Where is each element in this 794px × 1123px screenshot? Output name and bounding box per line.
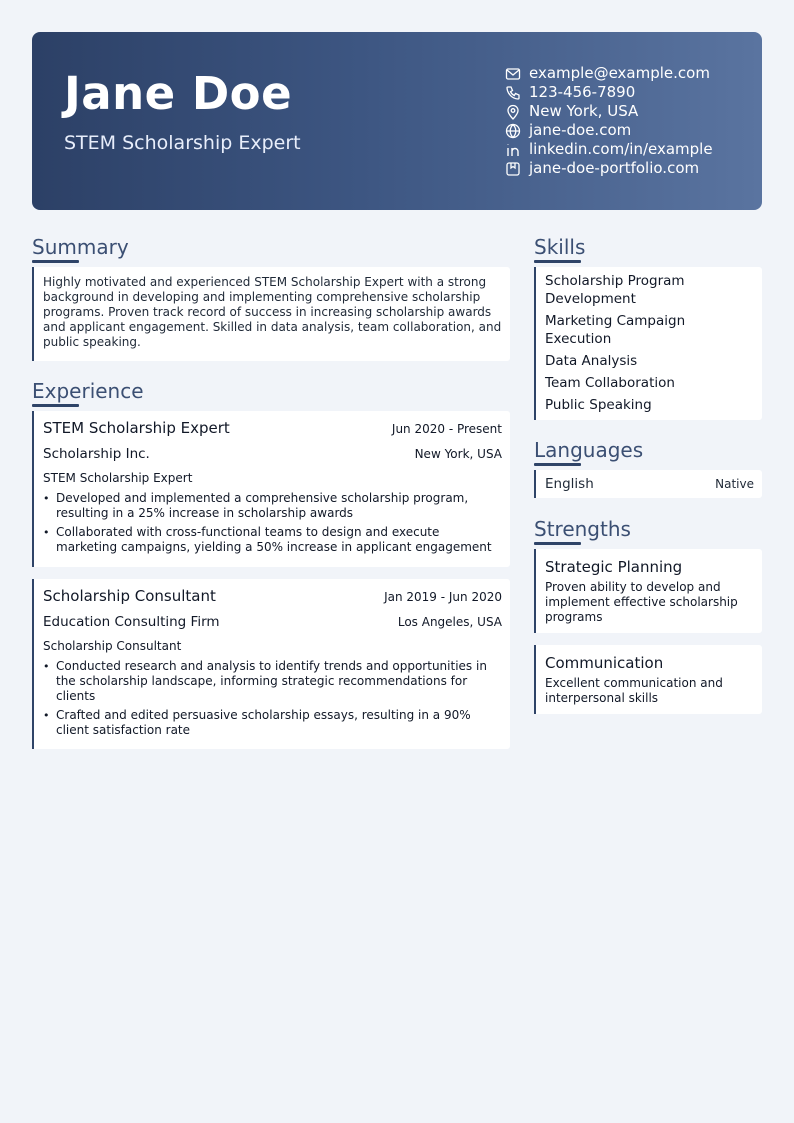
skill-item: Team Collaboration [545,375,675,391]
job-bullet: • Collaborated with cross-functional teams to design and execute marketing campaigns, yielding a 50% increase in applicant engagement [43,525,502,555]
job-location: Los Angeles, USA [397,615,502,629]
contact-portfolio-text: jane-doe-portfolio.com [529,159,700,177]
skills-card [534,267,762,420]
contact-website[interactable] [504,121,713,140]
contact-website-text: jane-doe.com [529,121,632,139]
contact-location [504,102,713,121]
candidate-role: STEM Scholarship Expert [64,132,301,154]
portfolio-icon [504,160,522,178]
contact-phone-text: 123-456-7890 [529,83,636,101]
summary-underline [32,260,79,263]
phone-icon [504,84,522,102]
strength-description: Excellent communication and interpersonal skills [545,676,723,705]
strengths-underline [534,542,581,545]
summary-heading: Summary [32,235,129,259]
strength-card [534,645,762,714]
contact-email-text: example@example.com [529,64,710,82]
job-subtitle: STEM Scholarship Expert [43,471,193,485]
skill-item: Public Speaking [545,397,652,413]
contact-location-text: New York, USA [529,102,639,120]
strength-title: Communication [545,654,664,672]
contact-phone[interactable] [504,83,713,102]
skills-heading: Skills [534,235,586,259]
skill-item: Marketing Campaign Execution [545,313,686,347]
job-title: Scholarship Consultant [43,587,216,605]
job-subtitle: Scholarship Consultant [43,639,182,653]
job-card [32,411,510,567]
location-pin-icon [504,103,522,121]
job-date: Jun 2020 - Present [391,422,502,436]
contact-linkedin[interactable] [504,140,713,159]
skills-underline [534,260,581,263]
summary-card [32,267,510,361]
strength-card [534,549,762,633]
contact-linkedin-text: linkedin.com/in/example [529,140,713,158]
job-date: Jan 2019 - Jun 2020 [384,590,502,604]
skill-item: Data Analysis [545,353,638,369]
languages-card [534,470,762,498]
strength-description: Proven ability to develop and implement effective scholarship programs [545,580,738,624]
contact-email[interactable] [504,64,713,83]
job-location: New York, USA [414,447,502,461]
linkedin-icon [504,141,522,159]
job-company: Education Consulting Firm [43,614,220,630]
contact-list [504,64,713,178]
job-bullet: • Crafted and edited persuasive scholarship essays, resulting in a 90% client satisfaction rate [43,708,502,738]
job-bullet: • Developed and implemented a comprehensive scholarship program, resulting in a 25% increase in scholarship awards [43,491,502,521]
job-bullets [43,659,502,742]
strengths-heading: Strengths [534,517,631,541]
job-bullet: • Conducted research and analysis to identify trends and opportunities in the scholarship landscape, informing strategic recommendations for clients [43,659,502,704]
languages-heading: Languages [534,438,644,462]
job-bullets [43,491,502,559]
strength-title: Strategic Planning [545,558,683,576]
job-title: STEM Scholarship Expert [43,419,230,437]
job-company: Scholarship Inc. [43,446,150,462]
contact-portfolio[interactable] [504,159,713,178]
language-name: English [545,476,594,492]
language-row [536,470,762,498]
languages-underline [534,463,581,466]
mail-icon [504,65,522,83]
experience-heading: Experience [32,379,144,403]
job-card [32,579,510,749]
globe-icon [504,122,522,140]
language-level: Native [715,477,754,491]
candidate-name: Jane Doe [64,67,293,120]
skill-item: Scholarship Program Development [545,273,685,307]
summary-text: Highly motivated and experienced STEM Scholarship Expert with a strong background in developing and implementing comprehensive scholarship programs. Proven track record of success in increasing scholarship awards and applicant engagement. Skilled in data analysis, team collaboration, and public speaking. [43,275,502,349]
resume-header [32,32,762,210]
experience-underline [32,404,79,407]
